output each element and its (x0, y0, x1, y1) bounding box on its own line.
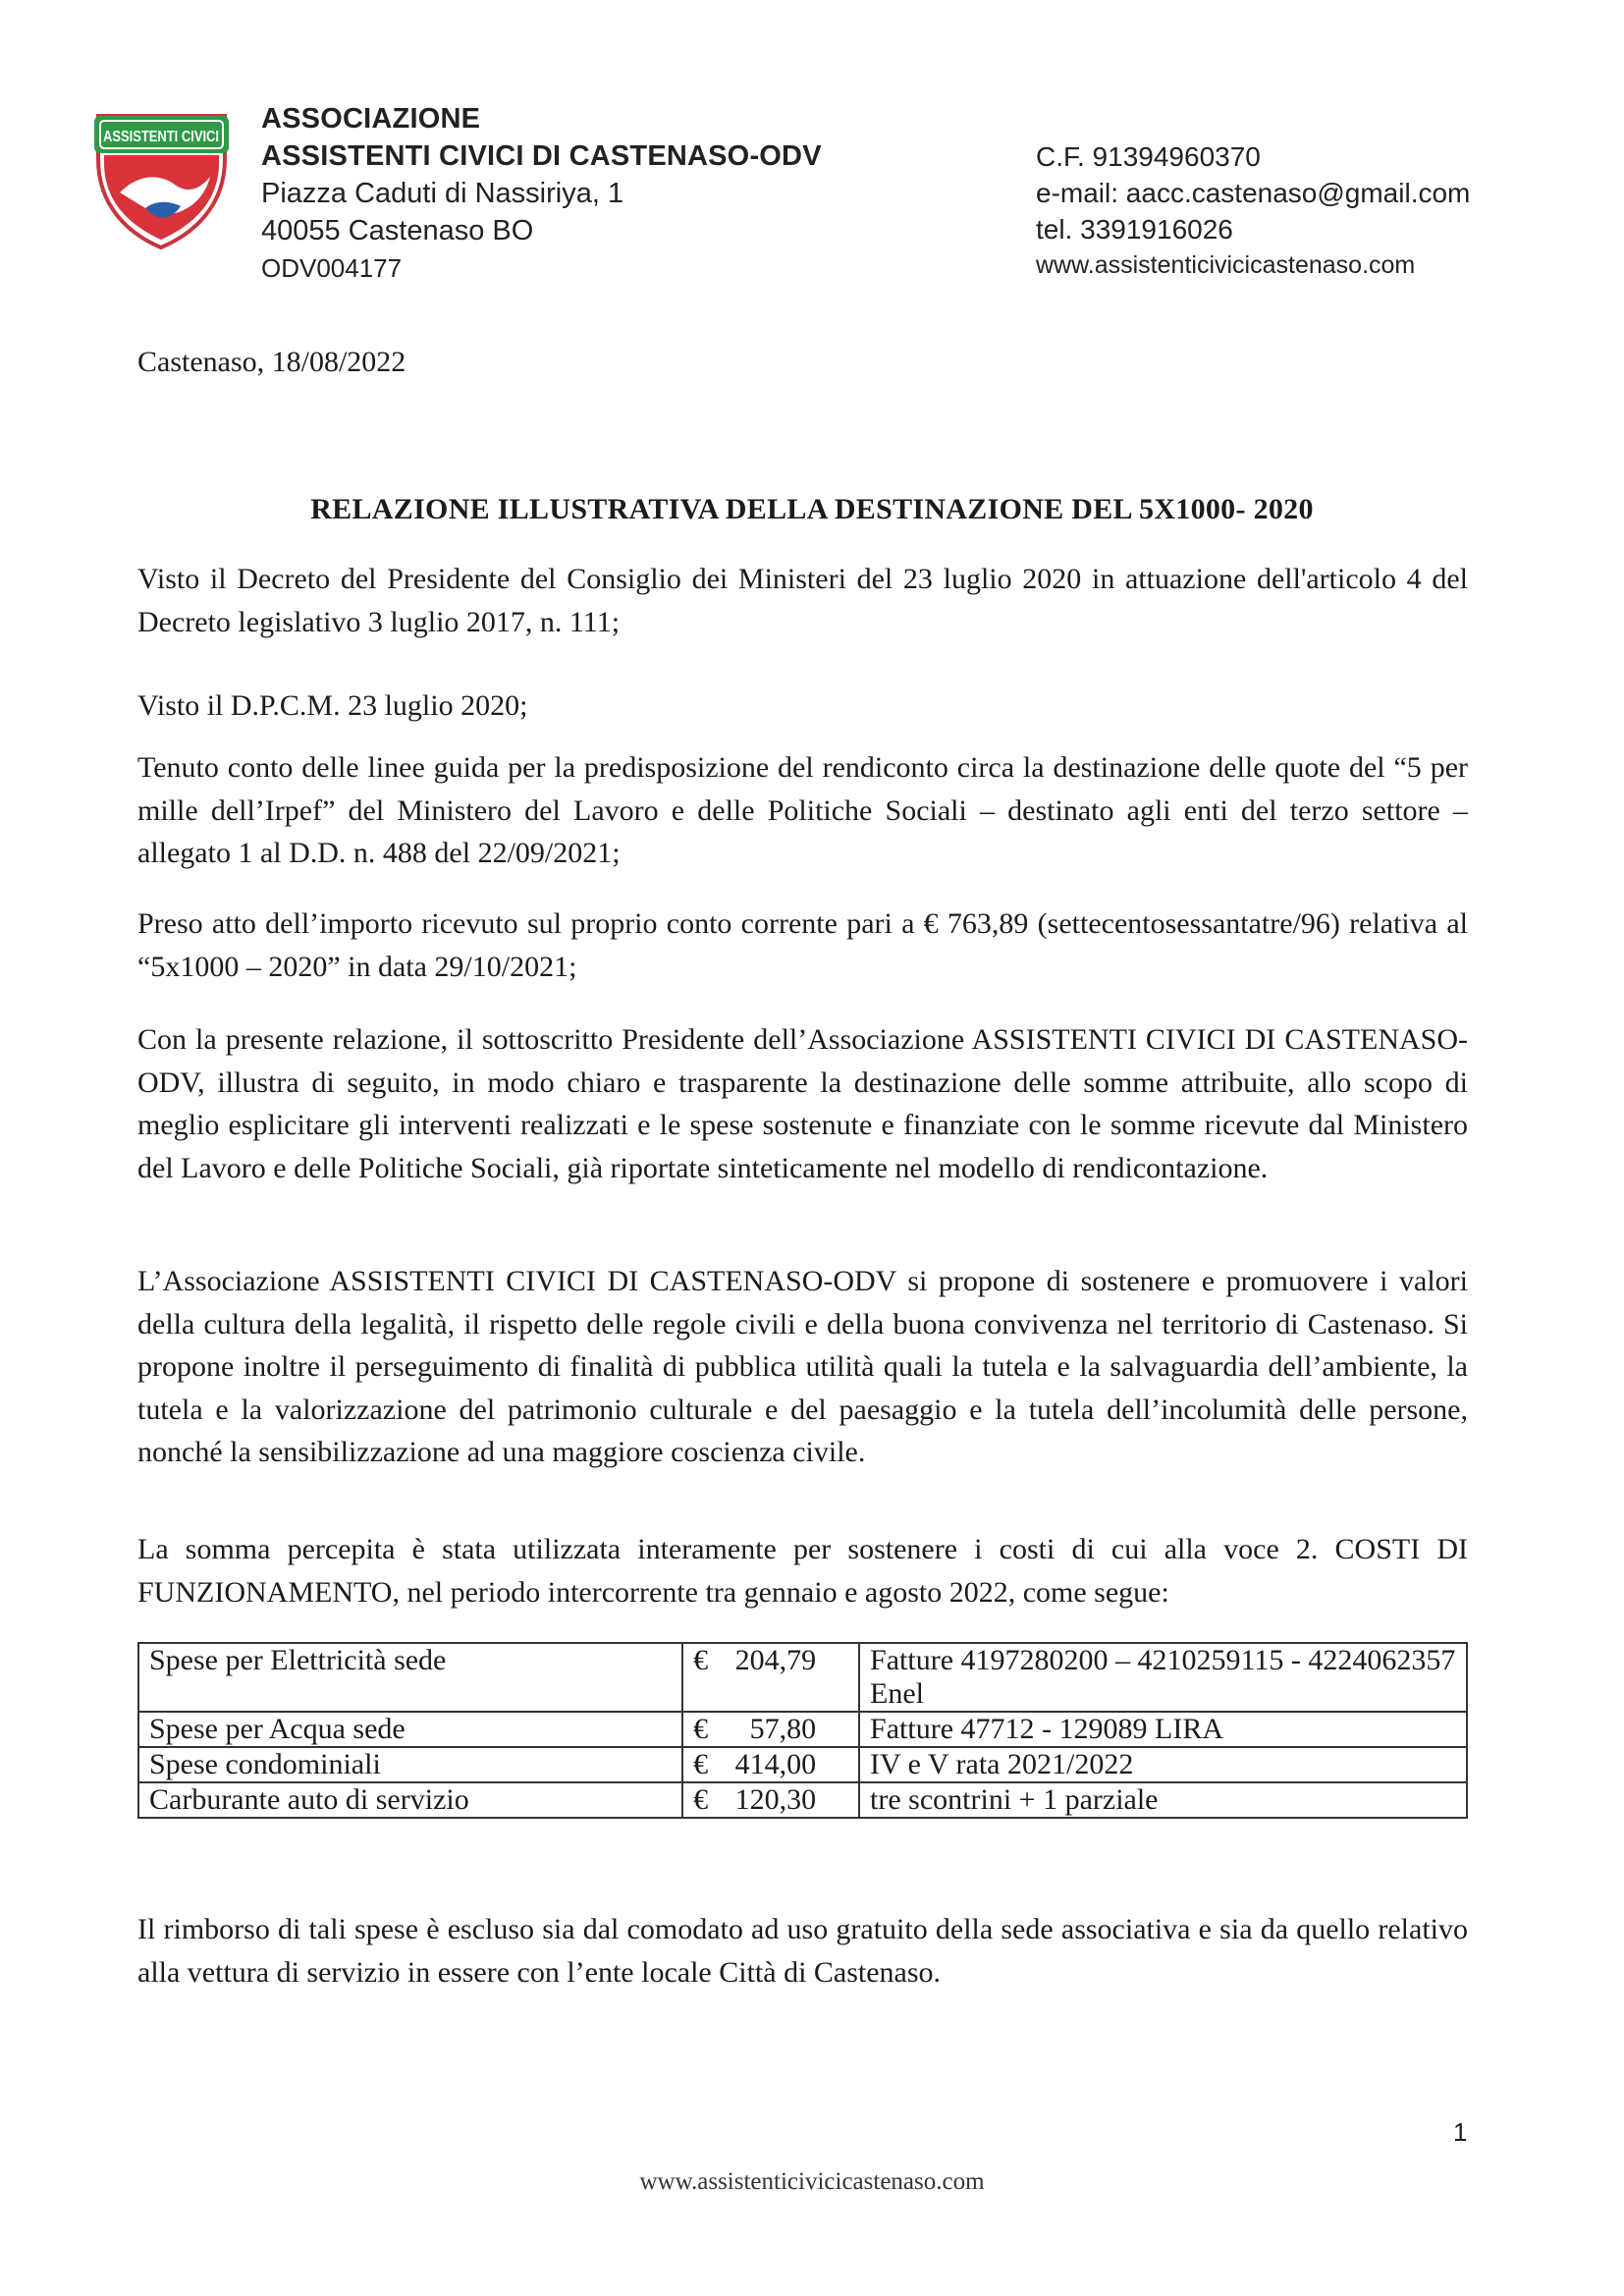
expense-item: Spese per Elettricità sede (138, 1643, 682, 1712)
website: www.assistenticivicicastenaso.com (1036, 251, 1416, 279)
paragraph-dpcm: Visto il D.P.C.M. 23 luglio 2020; (137, 689, 528, 722)
paragraph-report-intro: Con la presente relazione, il sottoscritto Presidente dell’Associazione ASSISTENTI CIVICI DI CASTENASO-ODV, illustra di seguito, in modo chiaro e trasparente la destinazione delle somme attribuite, allo scopo di meglio esplicitare gli interventi realizzati e le spese sostenute e finanziate con le somme ricevute dal Ministero del Lavoro e delle Politiche Sociali, già riportate sinteticamente nel modello di rendicontazione. (137, 1023, 1468, 1184)
page-number: 1 (1453, 2117, 1468, 2147)
logo-text: ASSISTENTI CIVICI (103, 129, 219, 145)
expense-amount: 204,79 (734, 1644, 817, 1676)
organization-block (261, 100, 822, 287)
expense-note: Fatture 4197280200 – 4210259115 - 4224062357 Enel (859, 1643, 1467, 1712)
org-name-line-2: ASSISTENTI CIVICI DI CASTENASO-ODV (261, 140, 822, 172)
table-row (138, 1782, 1467, 1818)
document-title: RELAZIONE ILLUSTRATIVA DELLA DESTINAZIONE DEL 5X1000- 2020 (310, 493, 1314, 525)
contacts-block (1036, 138, 1470, 284)
org-name-line-1: ASSOCIAZIONE (261, 103, 481, 135)
registry-code: ODV004177 (261, 253, 403, 283)
expense-note: Fatture 47712 - 129089 LIRA (859, 1712, 1467, 1747)
currency-symbol: € (693, 1783, 709, 1816)
association-logo (90, 98, 233, 250)
currency-symbol: € (693, 1713, 709, 1745)
address-line-1: Piazza Caduti di Nassiriya, 1 (261, 178, 624, 209)
expense-amount-cell (682, 1712, 859, 1747)
currency-symbol: € (693, 1748, 709, 1780)
expense-amount-cell (682, 1782, 859, 1818)
expense-item: Spese condominiali (138, 1747, 682, 1782)
paragraph-decree: Visto il Decreto del Presidente del Consiglio dei Ministeri del 23 luglio 2020 in attuazione dell'articolo 4 del Decreto legislativo 3 luglio 2017, n. 111; (137, 563, 1468, 638)
paragraph-reimbursement-note: Il rimborso di tali spese è escluso sia dal comodato ad uso gratuito della sede associativa e sia da quello relativo alla vettura di servizio in essere con l’ente locale Città di Castenaso. (137, 1913, 1468, 1989)
currency-symbol: € (693, 1644, 709, 1676)
expense-note: tre scontrini + 1 parziale (859, 1782, 1467, 1818)
expense-item: Carburante auto di servizio (138, 1782, 682, 1818)
table-row (138, 1712, 1467, 1747)
paragraph-guidelines: Tenuto conto delle linee guida per la predisposizione del rendiconto circa la destinazione delle quote del “5 per mille dell’Irpef” del Ministero del Lavoro e delle Politiche Sociali – destinato agli enti del terzo settore – allegato 1 al D.D. n. 488 del 22/09/2021; (137, 751, 1468, 869)
expense-note: IV e V rata 2021/2022 (859, 1747, 1467, 1782)
expense-amount-cell (682, 1747, 859, 1782)
expense-item: Spese per Acqua sede (138, 1712, 682, 1747)
expense-amount: 120,30 (734, 1783, 817, 1816)
expense-amount-cell (682, 1643, 859, 1712)
paragraph-use-of-funds: La somma percepita è stata utilizzata interamente per sostenere i costi di cui alla voce 2. COSTI DI FUNZIONAMENTO, nel periodo intercorrente tra gennaio e agosto 2022, come segue: (137, 1533, 1468, 1609)
paragraph-association-purpose: L’Associazione ASSISTENTI CIVICI DI CASTENASO-ODV si propone di sostenere e promuovere i valori della cultura della legalità, il rispetto delle regole civili e della buona convivenza nel territorio di Castenaso. Si propone inoltre il perseguimento di finalità di pubblica utilità quali la tutela e la salvaguardia dell’ambiente, la tutela e la valorizzazione del patrimonio culturale e del paesaggio e la tutela dell’incolumità delle persone, nonché la sensibilizzazione ad una maggiore coscienza civile. (137, 1265, 1468, 1468)
table-row (138, 1643, 1467, 1712)
table-row (138, 1747, 1467, 1782)
phone: tel. 3391916026 (1036, 214, 1233, 245)
address-line-2: 40055 Castenaso BO (261, 215, 534, 246)
expense-amount: 414,00 (734, 1748, 817, 1780)
expense-table (137, 1642, 1468, 1819)
footer-website: www.assistenticivicicastenaso.com (639, 2168, 985, 2195)
tax-code: C.F. 91394960370 (1036, 141, 1261, 172)
place-date: Castenaso, 18/08/2022 (137, 346, 406, 378)
email: e-mail: aacc.castenaso@gmail.com (1036, 178, 1471, 208)
paragraph-amount-received: Preso atto dell’importo ricevuto sul proprio conto corrente pari a € 763,89 (settecentosessantatre/96) relativa al “5x1000 – 2020” in data 29/10/2021; (137, 907, 1468, 983)
expense-amount: 57,80 (749, 1713, 817, 1745)
